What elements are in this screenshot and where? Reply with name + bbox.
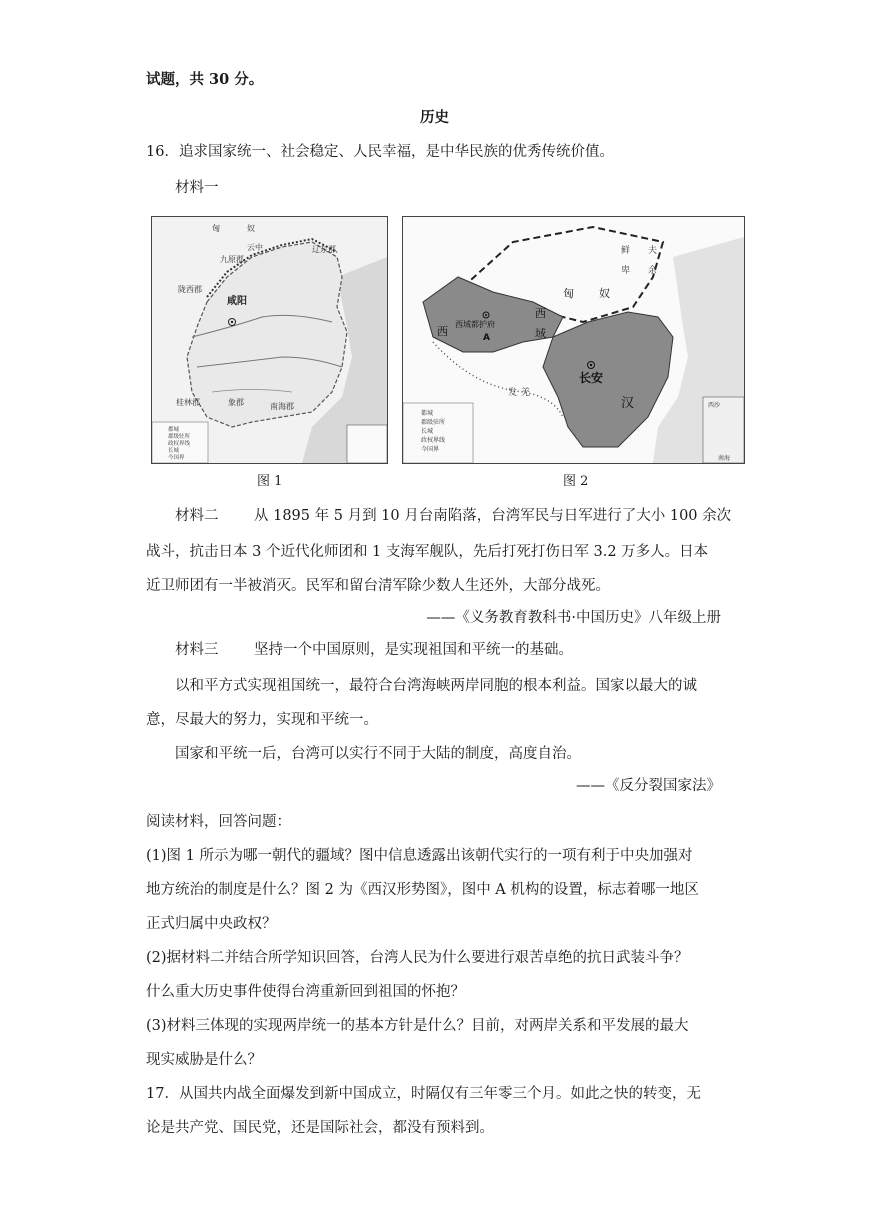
fig2-label-bei: 卑 xyxy=(621,266,631,276)
fig2-inset-xisha: 西沙 xyxy=(708,402,721,409)
subject-title: 历史 xyxy=(420,109,449,126)
material3-line-1: 坚持一个中国原则，是实现祖国和平统一的基础。 xyxy=(254,642,573,658)
material2-line-3: 近卫师团有一半被消灭。民军和留台清军除少数人生还外，大部分战死。 xyxy=(146,578,610,594)
fig1-label-longxi: 陇西郡 xyxy=(178,285,202,294)
material3-p3: 国家和平统一后，台湾可以实行不同于大陆的制度，高度自治。 xyxy=(175,746,581,762)
fig2-legend-capital: 都城 xyxy=(421,410,434,417)
fig2-label-yu: 域 xyxy=(535,327,546,340)
fig1-legend-national: 今国界 xyxy=(168,455,185,461)
fig1-label-xiong: 匈 xyxy=(212,224,220,233)
fig2-label-fa: 发 xyxy=(508,388,518,398)
material2-line-1: 从 1895 年 5 月到 10 月台南陷落，台湾军民与日军进行了大小 100 余次 xyxy=(254,508,732,524)
question-1-line-3: 正式归属中央政权？ xyxy=(146,916,277,932)
figure-2-caption: 图 2 xyxy=(563,474,589,489)
figure-1-caption: 图 1 xyxy=(257,474,283,489)
material3-p2-line-1: 以和平方式实现祖国统一，最符合台湾海峡两岸同胞的根本利益。国家以最大的诚 xyxy=(175,678,697,694)
fig2-label-nu: 奴 xyxy=(599,287,610,300)
fig1-label-jiuyuan: 九原郡 xyxy=(220,255,244,264)
fig1-label-yunzhong: 云中 xyxy=(247,243,263,252)
material2-source: ——《义务教育教科书·中国历史》八年级上册 xyxy=(426,610,721,626)
material3-p2-line-2: 意，尽最大的努力，实现和平统一。 xyxy=(146,712,378,728)
fig1-label-xianyang: 咸阳 xyxy=(227,296,247,307)
fig2-label-fu: 夫 xyxy=(648,246,658,256)
fig1-label-nu: 奴 xyxy=(247,224,255,233)
question-3-line-2: 现实威胁是什么？ xyxy=(146,1052,262,1068)
fig2-label-a: A xyxy=(483,333,490,343)
q17-line-2: 论是共产党、国民党，还是国际社会，都没有预料到。 xyxy=(146,1120,494,1136)
figure-1-map xyxy=(151,216,388,464)
question-2-line-1: (2)据材料二并结合所学知识回答，台湾人民为什么要进行艰苦卓绝的抗日武装斗争？ xyxy=(146,950,689,966)
fig2-label-xi: 西 xyxy=(535,307,546,320)
fig2-label-yu2: 余 xyxy=(648,266,658,276)
fig1-label-nanhai: 南海郡 xyxy=(270,402,294,411)
fig1-legend-wall: 长城 xyxy=(168,448,180,454)
fig1-label-xiang: 象郡 xyxy=(228,398,244,407)
fig2-inset-nanhai: 南海 xyxy=(718,455,731,462)
fig2-label-duhufu: 西域都护府 xyxy=(455,320,495,329)
question-3-line-1: (3)材料三体现的实现两岸统一的基本方针是什么？目前，对两岸关系和平发展的最大 xyxy=(146,1018,689,1034)
fig1-label-guilin: 桂林郡 xyxy=(176,398,200,407)
fig1-legend-border: 政权界线 xyxy=(168,441,191,447)
material2-label: 材料二 xyxy=(175,508,219,524)
instruction: 阅读材料，回答问题： xyxy=(146,814,291,830)
fig2-legend-wall: 长城 xyxy=(421,428,434,435)
question-1-line-2: 地方统治的制度是什么？图 2 为《西汉形势图》，图中 A 机构的设置，标志着哪一地区 xyxy=(146,882,699,898)
fig1-label-liaodong: 辽东郡 xyxy=(312,245,336,254)
figure-2-map xyxy=(402,216,745,464)
fig2-legend-border: 政权界线 xyxy=(421,437,446,444)
material2-line-2: 战斗，抗击日本 3 个近代化师团和 1 支海军舰队，先后打死打伤日军 3.2 万多人。日本 xyxy=(146,544,709,560)
fig2-label-han: 汉 xyxy=(621,396,635,411)
material3-source: ——《反分裂国家法》 xyxy=(576,778,721,794)
fig1-legend-capital: 都城 xyxy=(168,427,180,433)
q17-line-1: 17．从国共内战全面爆发到新中国成立，时隔仅有三年零三个月。如此之快的转变，无 xyxy=(146,1086,701,1102)
fig1-legend-county: 郡级驻所 xyxy=(168,434,191,440)
fig2-label-xian: 鲜 xyxy=(621,246,631,256)
material1-label: 材料一 xyxy=(175,180,219,196)
fig2-label-qiang: 羌 xyxy=(521,388,531,398)
question-1-line-1: (1)图 1 所示为哪一朝代的疆域？图中信息透露出该朝代实行的一项有利于中央加强对 xyxy=(146,848,693,864)
question-2-line-2: 什么重大历史事件使得台湾重新回到祖国的怀抱？ xyxy=(146,984,465,1000)
fig2-legend-national: 今国界 xyxy=(421,446,440,453)
fig2-label-xiong: 匈 xyxy=(563,287,574,300)
fig2-label-changan: 长安 xyxy=(579,371,604,385)
fig2-legend-county: 郡级驻所 xyxy=(421,419,446,426)
section-note: 试题，共 30 分。 xyxy=(146,71,264,88)
fig2-label-xi-left: 西 xyxy=(437,325,448,338)
q16-stem: 16．追求国家统一、社会稳定、人民幸福，是中华民族的优秀传统价值。 xyxy=(146,144,614,160)
material3-label: 材料三 xyxy=(175,642,219,658)
